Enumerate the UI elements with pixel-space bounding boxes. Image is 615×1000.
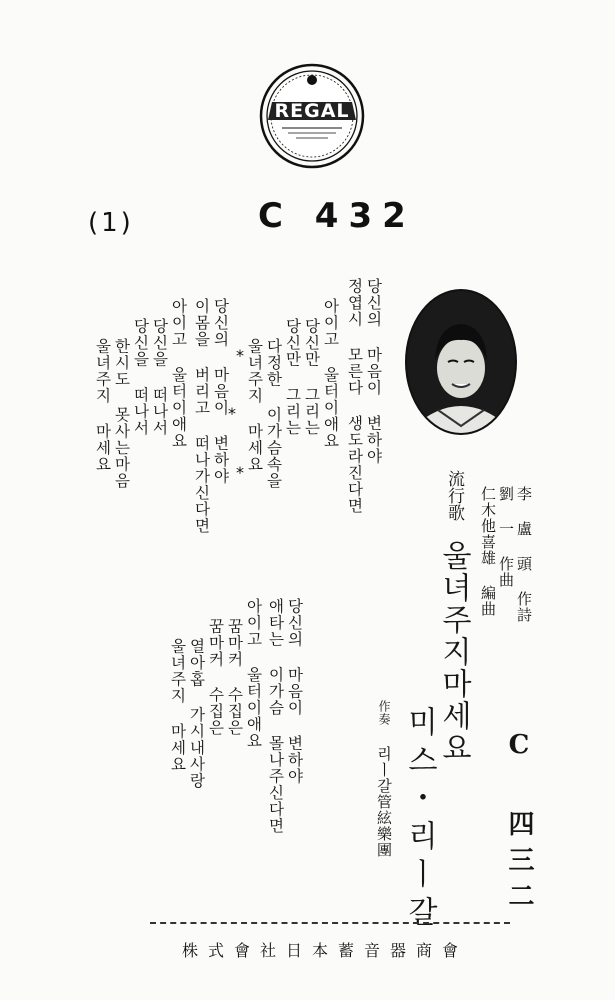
- lyric-bottom-line-6: 열아홉 가시내사랑: [187, 638, 206, 789]
- catalog-number-vertical: C 四三二: [504, 730, 534, 918]
- asterisk-mark: *: [236, 463, 244, 482]
- lyric-bottom-line-4: 꿈마커 수집은: [225, 618, 244, 736]
- lyric-left-line-2: 이몸을 버리고 떠나가신다면: [192, 298, 211, 534]
- lyric-right-line-1: 당신의 마음이 변하야: [364, 278, 383, 465]
- arranger-credit: 仁木他喜雄 編曲: [479, 486, 497, 617]
- lyric-right-line-6: 다정한 이가슴속을: [264, 338, 283, 489]
- side-number: (1): [88, 208, 134, 238]
- lyric-right-line-2: 정엽시 모른다 생도라진다면: [345, 278, 364, 514]
- lyric-right-line-5: 당신만 그리는: [283, 318, 302, 436]
- asterisk-mark: *: [236, 346, 244, 365]
- lyric-right-line-3: 아이고 울터이애요: [321, 298, 340, 449]
- lyric-left-line-5: 당신을 떠나서: [131, 318, 150, 436]
- lyricist-credit: 李 盧 頭 作詩: [515, 486, 533, 623]
- genre-label: 流行歌: [444, 470, 464, 521]
- composer-credit: 劉 一 作曲: [497, 486, 515, 588]
- lyric-bottom-line-1: 당신의 마음이 변하야: [285, 598, 304, 785]
- lyric-left-line-7: 울녀주지 마세요: [93, 338, 112, 473]
- lyric-left-line-4: 당신을 떠나서: [150, 318, 169, 436]
- orchestra-name: 리ㅣ갈管絃樂團: [375, 746, 393, 858]
- lyric-left-line-1: 당신의 마음이 변하야: [211, 298, 230, 485]
- publisher-name: 株式會社日本蓄音器商會: [181, 941, 468, 960]
- lyric-bottom-line-5: 꿈마커 수집은: [206, 618, 225, 736]
- lyric-left-line-3: 아이고 울터이애요: [169, 298, 188, 449]
- performer-label: 作奏: [377, 700, 391, 726]
- regal-logo: [258, 62, 366, 170]
- singer-name: 미스・리ㅣ갈: [402, 706, 437, 934]
- lyric-bottom-line-7: 울녀주지 마세요: [168, 638, 187, 773]
- lyric-right-line-4: 당신만 그리는: [302, 318, 321, 436]
- lyric-right-line-7: 울녀주지 마세요: [245, 338, 264, 473]
- lyric-left-line-6: 한시도 못사는마음: [112, 338, 131, 489]
- singer-portrait: [404, 288, 518, 436]
- asterisk-mark: *: [228, 404, 236, 423]
- lyric-bottom-line-2: 애타는 이가슴 몰나주신다면: [266, 598, 285, 834]
- brand-text: REGAL: [274, 100, 350, 122]
- footer-divider: [150, 922, 510, 924]
- catalog-number: C 432: [258, 196, 416, 236]
- lyric-bottom-line-3: 아이고 울터이애요: [244, 598, 263, 749]
- song-title: 울녀주지마세요: [436, 540, 471, 764]
